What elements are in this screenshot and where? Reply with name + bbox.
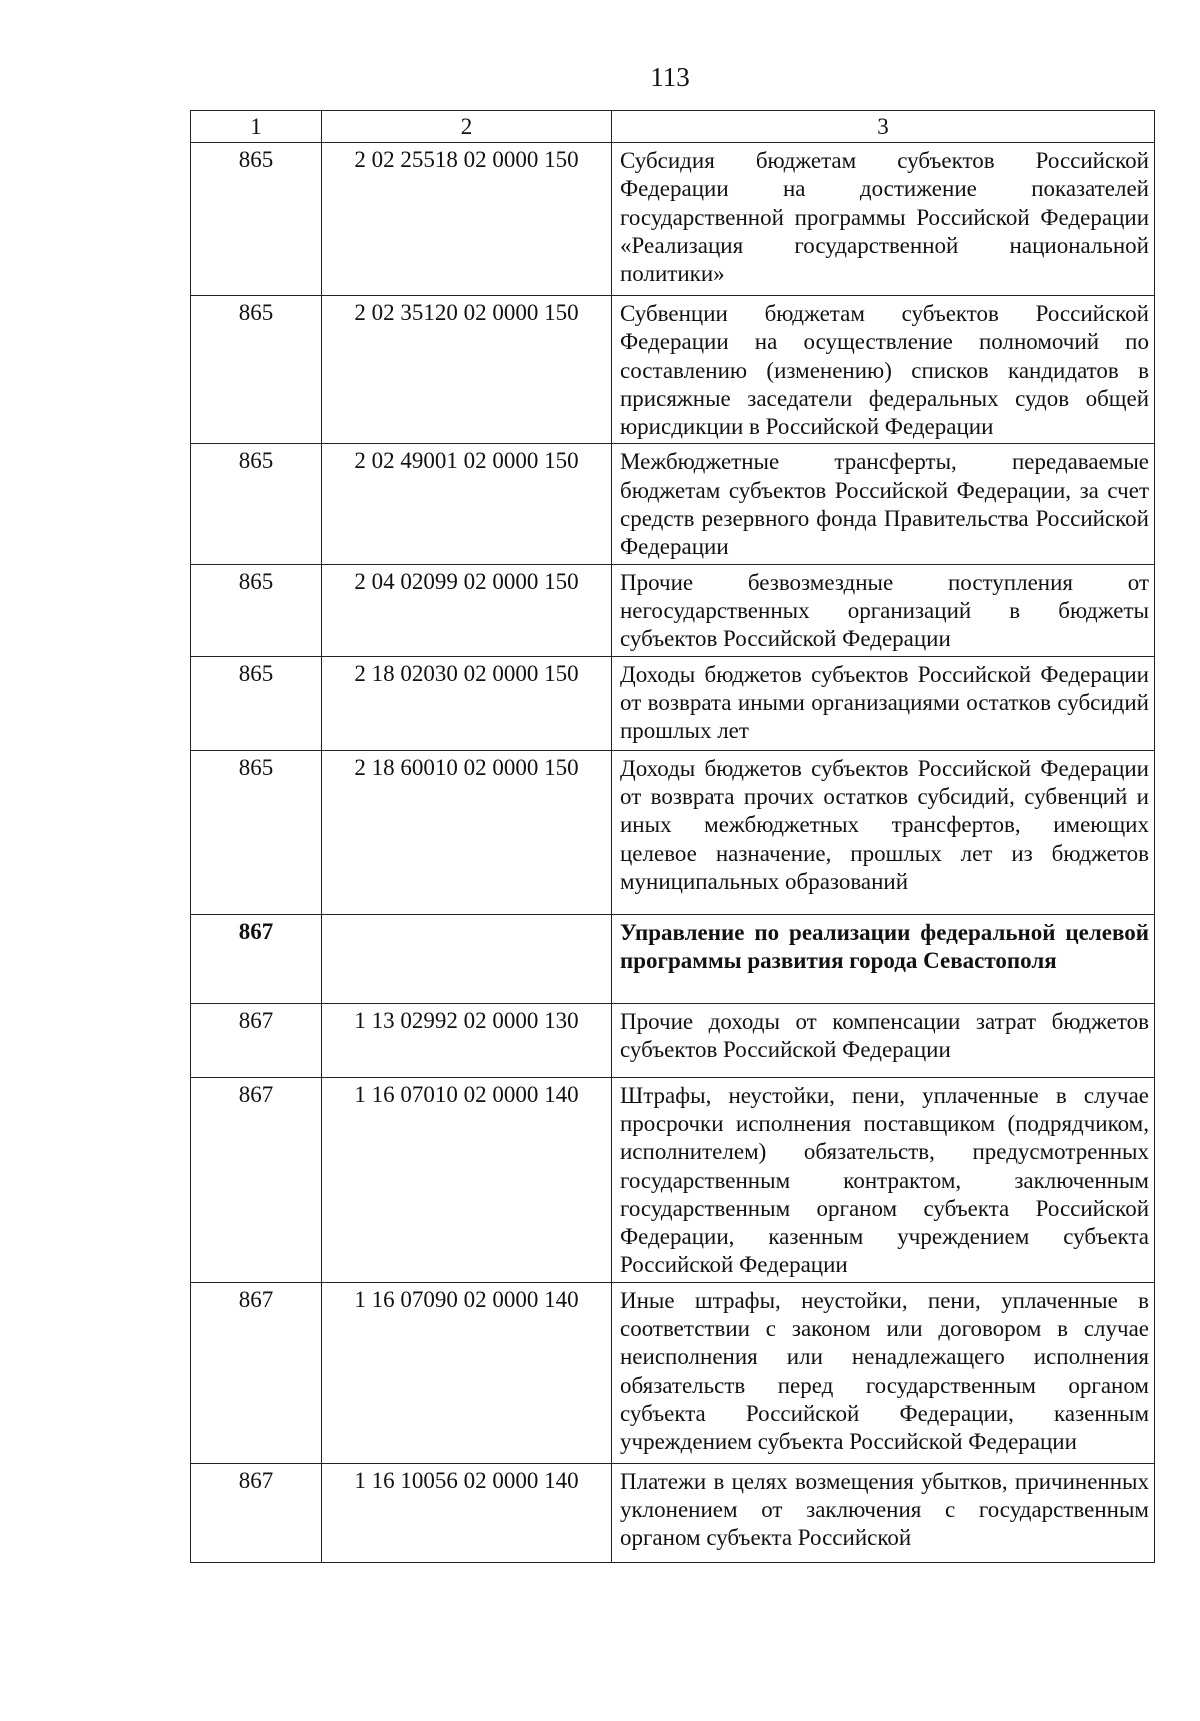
admin-code-cell: 867 (191, 1282, 322, 1463)
table-row (191, 1003, 1155, 1077)
admin-code-cell: 865 (191, 564, 322, 656)
admin-code-cell: 867 (191, 914, 322, 1003)
header-col-3: 3 (612, 111, 1155, 143)
admin-code-cell: 867 (191, 1003, 322, 1077)
budget-code-cell: 1 16 10056 02 0000 140 (322, 1463, 612, 1562)
budget-code-cell: 2 18 02030 02 0000 150 (322, 656, 612, 750)
table-row (191, 564, 1155, 656)
table-row (191, 656, 1155, 750)
admin-code-cell: 865 (191, 444, 322, 564)
table-row (191, 750, 1155, 914)
budget-code-cell (322, 914, 612, 1003)
revenue-name-cell: Межбюджетные трансферты, передаваемые бюджетам субъектов Российской Федерации, за счет средств резервного фонда Правительства Российской Федерации (612, 444, 1155, 564)
revenue-name-cell: Доходы бюджетов субъектов Российской Федерации от возврата прочих остатков субсидий, субвенций и иных межбюджетных трансфертов, имеющих целевое назначение, прошлых лет из бюджетов муниципальных образований (612, 750, 1155, 914)
table-row (191, 1077, 1155, 1282)
revenue-name-cell: Прочие доходы от компенсации затрат бюджетов субъектов Российской Федерации (612, 1003, 1155, 1077)
revenue-codes-table (190, 110, 1155, 1563)
revenue-name-cell: Доходы бюджетов субъектов Российской Федерации от возврата иными организациями остатков субсидий прошлых лет (612, 656, 1155, 750)
admin-code-cell: 867 (191, 1077, 322, 1282)
revenue-name-cell: Субвенции бюджетам субъектов Российской Федерации на осуществление полномочий по составлению (изменению) списков кандидатов в присяжные заседатели федеральных судов общей юрисдикции в Российской Федерации (612, 296, 1155, 444)
table-header (191, 111, 1155, 143)
table-row (191, 143, 1155, 296)
budget-code-cell: 2 18 60010 02 0000 150 (322, 750, 612, 914)
admin-code-cell: 865 (191, 296, 322, 444)
table-body (191, 143, 1155, 1563)
header-col-2: 2 (322, 111, 612, 143)
budget-code-cell: 1 16 07010 02 0000 140 (322, 1077, 612, 1282)
budget-code-cell: 2 02 25518 02 0000 150 (322, 143, 612, 296)
admin-code-cell: 867 (191, 1463, 322, 1562)
revenue-name-cell: Штрафы, неустойки, пени, уплаченные в случае просрочки исполнения поставщиком (подрядчиком, исполнителем) обязательств, предусмотренных государственным контрактом, заключенным государственным органом субъекта Российской Федерации, казенным учреждением субъекта Российской Федерации (612, 1077, 1155, 1282)
table-row (191, 914, 1155, 1003)
table-row (191, 444, 1155, 564)
header-row (191, 111, 1155, 143)
page-number: 113 (650, 62, 690, 92)
revenue-name-cell: Иные штрафы, неустойки, пени, уплаченные в соответствии с законом или договором в случае неисполнения или ненадлежащего исполнения обязательств перед государственным органом субъекта Российской Федерации, казенным учреждением субъекта Российской Федерации (612, 1282, 1155, 1463)
admin-code-cell: 865 (191, 143, 322, 296)
table-row (191, 1463, 1155, 1562)
revenue-name-cell: Платежи в целях возмещения убытков, причиненных уклонением от заключения с государственным органом субъекта Российской (612, 1463, 1155, 1562)
budget-code-cell: 2 04 02099 02 0000 150 (322, 564, 612, 656)
budget-code-cell: 1 16 07090 02 0000 140 (322, 1282, 612, 1463)
table-row (191, 1282, 1155, 1463)
revenue-name-cell: Прочие безвозмездные поступления от негосударственных организаций в бюджеты субъектов Российской Федерации (612, 564, 1155, 656)
budget-code-cell: 1 13 02992 02 0000 130 (322, 1003, 612, 1077)
revenue-name-cell: Управление по реализации федеральной целевой программы развития города Севастополя (612, 914, 1155, 1003)
revenue-name-cell: Субсидия бюджетам субъектов Российской Федерации на достижение показателей государственной программы Российской Федерации «Реализация государственной национальной политики» (612, 143, 1155, 296)
budget-code-cell: 2 02 35120 02 0000 150 (322, 296, 612, 444)
admin-code-cell: 865 (191, 656, 322, 750)
header-col-1: 1 (191, 111, 322, 143)
admin-code-cell: 865 (191, 750, 322, 914)
table-row (191, 296, 1155, 444)
budget-code-cell: 2 02 49001 02 0000 150 (322, 444, 612, 564)
